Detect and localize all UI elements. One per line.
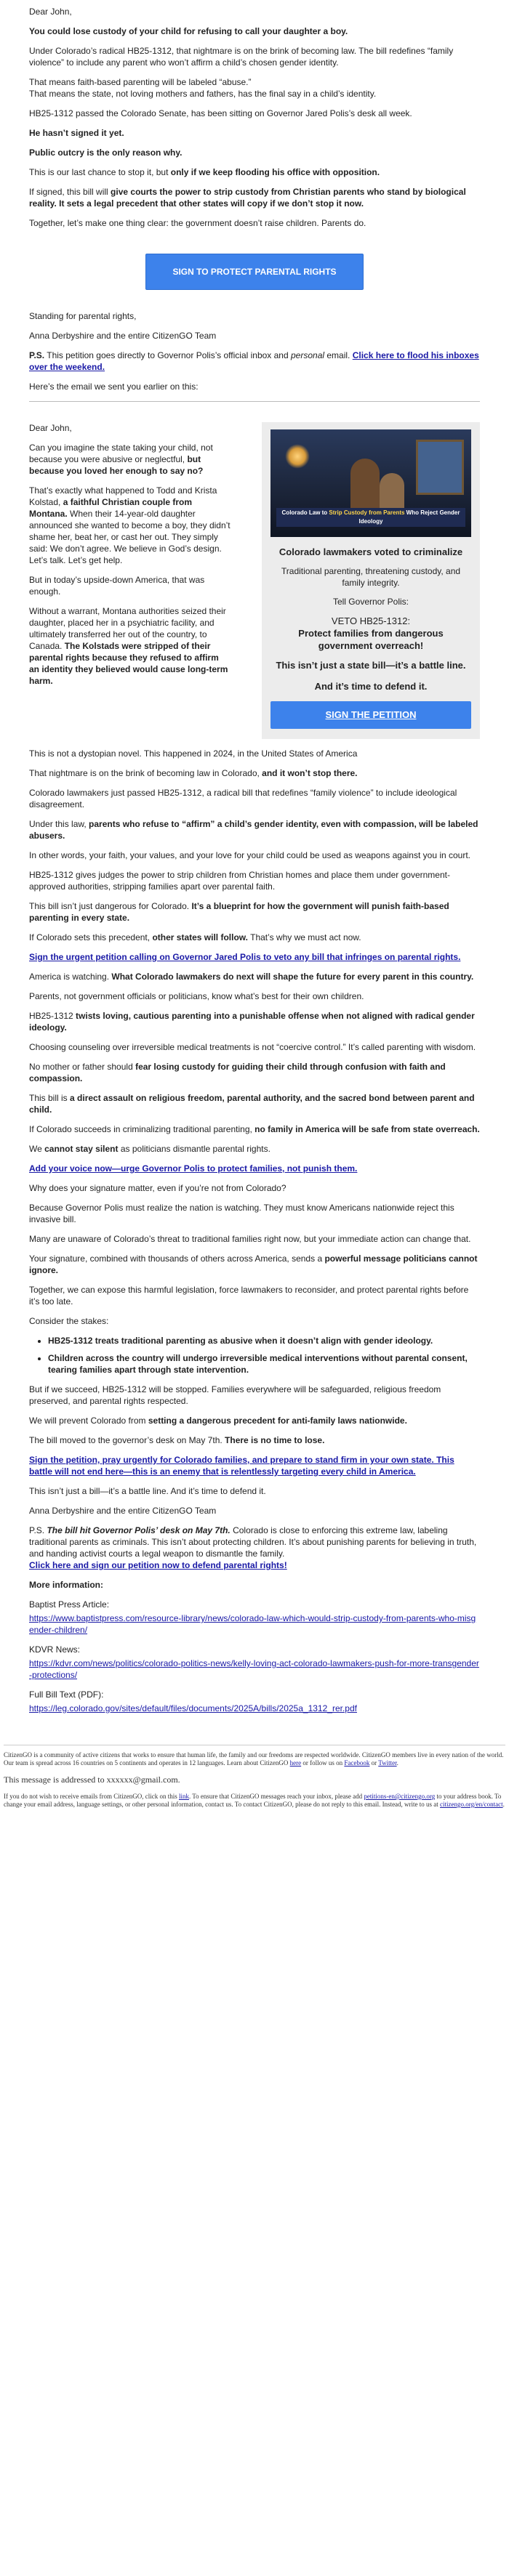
paragraph: America is watching. What Colorado lawmakers do next will shape the future for every parent in this country. (29, 972, 474, 982)
box-tell: Tell Governor Polis: (332, 597, 409, 607)
list-item: • Children across the country will undergo irreversible medical interventions without parental consent, tearing families apart through state intervention. (48, 1352, 480, 1376)
ps-paragraph: P.S. The bill hit Governor Polis’ desk on May 7th. Colorado is close to enforcing this extreme law, labeling traditional parents as criminals. This isn’t about protecting children. It’s about punishing parents for believing in truth, and handing activist courts a legal weapon to dismantle the family. Click here and sign our petition now to defend parental rights! (29, 1525, 477, 1570)
divider (29, 401, 480, 402)
paragraph: Under Colorado’s radical HB25-1312, that nightmare is on the brink of becoming law. The bill redefines “family violence” to include any parent who won’t affirm a child’s chosen gender identity. (29, 46, 454, 68)
paragraph: We will prevent Colorado from setting a dangerous precedent for anti-family laws nationwide. (29, 1416, 407, 1426)
kdvr-news-link[interactable]: https://kdvr.com/news/politics/colorado-politics-news/kelly-loving-act-colorado-lawmakers-push-for-more-transgender-protections/ (29, 1658, 479, 1680)
paragraph: That nightmare is on the brink of becoming law in Colorado, and it won’t stop there. (29, 768, 358, 778)
paragraph: But in today’s upside-down America, that was enough. (29, 575, 205, 597)
lamp-graphic (285, 444, 310, 469)
paragraph: If signed, this bill will give courts the power to strip custody from Christian parents who stand by biological reality. It sets a legal precedent that other states will copy if we don’t stop it now. (29, 187, 466, 209)
paragraph: Your signature, combined with thousands of others across America, sends a powerful message politicians cannot ignore. (29, 1253, 478, 1275)
headline: You could lose custody of your child for refusing to call your daughter a boy. (29, 26, 348, 36)
unsubscribe-link[interactable]: link (178, 1793, 189, 1800)
recipient-address: This message is addressed to xxxxxx@gmail.com. (4, 1774, 180, 1785)
signature: Anna Derbyshire and the entire CitizenGO Team (29, 331, 217, 341)
box-text: Traditional parenting, threatening custody, and family integrity. (281, 566, 461, 588)
paragraph: He hasn’t signed it yet. (29, 128, 124, 138)
paragraph: Parents, not government officials or politicians, know what’s best for their own children. (29, 991, 364, 1001)
left-column (29, 422, 231, 739)
email-body (29, 0, 480, 1714)
paragraph: Public outcry is the only reason why. (29, 148, 183, 158)
protect-parental-rights-button[interactable]: SIGN TO PROTECT PARENTAL RIGHTS (145, 254, 363, 290)
paragraph: In other words, your faith, your values, and your love for your child could be used as weapons against you in court. (29, 850, 471, 860)
ps-paragraph: P.S. This petition goes directly to Governor Polis’s official inbox and personal email. Click here to flood his inboxes over the weekend. (29, 350, 479, 372)
window-graphic (416, 440, 464, 495)
paragraph: No mother or father should fear losing custody for guiding their child through confusion with faith and compassion. (29, 1062, 446, 1083)
paragraph: This is not a dystopian novel. This happened in 2024, in the United States of America (29, 748, 358, 759)
box-defend: And it’s time to defend it. (314, 681, 428, 692)
petition-box (262, 422, 480, 739)
list-item: • HB25-1312 treats traditional parenting as abusive when it doesn’t align with gender ideology. (48, 1335, 480, 1346)
paragraph: That’s exactly what happened to Todd and Krista Kolstad, a faithful Christian couple from Montana. When their 14-year-old daughter announced she wanted to become a boy, they didn’t shame her, beat her, or cast her out. They simply said: We don’t agree. We believe in God’s design. Let’s talk. Let’s get help. (29, 485, 231, 565)
greeting: Dear John, (29, 7, 72, 17)
paragraph: If Colorado sets this precedent, other states will follow. That’s why we must act now. (29, 932, 361, 942)
paragraph: Together, let’s make one thing clear: the government doesn’t raise children. Parents do. (29, 218, 366, 228)
facebook-link[interactable]: Facebook (344, 1759, 370, 1767)
paragraph (29, 951, 480, 963)
paragraph (29, 1163, 480, 1174)
unsubscribe-text: If you do not wish to receive emails from CitizenGO, click on this link. To ensure that CitizenGO messages reach your inbox, please add petitions-en@citizengo.org to your address book. To change your email address, language settings, or other personal information, contact us. To contact CitizenGO, please do not reply to this email. Instead, write to us at citizengo.org/en/contact. (4, 1793, 505, 1808)
paragraph: Choosing counseling over irreversible medical treatments is not “coercive control.” It’s called parenting with wisdom. (29, 1042, 476, 1052)
source-label: Baptist Press Article: (29, 1599, 110, 1610)
defend-rights-link[interactable]: Click here and sign our petition now to defend parental rights! (29, 1560, 287, 1570)
add-voice-link[interactable]: Add your voice now—urge Governor Polis to protect families, not punish them. (29, 1163, 358, 1174)
source-label: Full Bill Text (PDF): (29, 1689, 104, 1700)
paragraph: This is our last chance to stop it, but only if we keep flooding his office with opposition. (29, 167, 380, 177)
petitions-email-link[interactable]: petitions-en@citizengo.org (364, 1793, 436, 1800)
baptist-press-link[interactable]: https://www.baptistpress.com/resource-library/news/colorado-law-which-would-strip-custody-from-parents-who-misgender-children/ (29, 1613, 476, 1635)
paragraph: This isn’t just a bill—it’s a battle line. And it’s time to defend it. (29, 1486, 266, 1496)
box-title: Colorado lawmakers voted to criminalize (278, 546, 463, 557)
about-here-link[interactable]: here (289, 1759, 302, 1767)
box-veto: VETO HB25-1312: Protect families from dangerous government overreach! (298, 615, 444, 651)
bill-text-link[interactable]: https://leg.colorado.gov/sites/default/files/documents/2025A/bills/2025a_1312_rer.pdf (29, 1703, 357, 1713)
flood-inbox-link[interactable]: Click here to flood his inboxes over the weekend. (29, 350, 479, 372)
paragraph: Can you imagine the state taking your child, not because you were abusive or neglectful, but because you loved her enough to say no? (29, 443, 213, 476)
contact-link[interactable]: citizengo.org/en/contact (440, 1801, 503, 1808)
closing: Standing for parental rights, (29, 311, 137, 321)
paragraph: Because Governor Polis must realize the nation is watching. They must know Americans nationwide reject this invasive bill. (29, 1203, 454, 1224)
veto-petition-link[interactable]: Sign the urgent petition calling on Governor Jared Polis to veto any bill that infringes on parental rights. (29, 952, 461, 962)
paragraph: This bill is a direct assault on religious freedom, parental authority, and the sacred bond between parent and child. (29, 1093, 475, 1115)
paragraph: Without a warrant, Montana authorities seized their daughter, placed her in a psychiatric facility, and ultimately transferred her out of the country, to Canada. The Kolstads were stripped of their parental rights because they refused to affirm an identity they believed would cause long-term harm. (29, 606, 228, 686)
sign-petition-button[interactable]: SIGN THE PETITION (270, 701, 471, 729)
paragraph: We cannot stay silent as politicians dismantle parental rights. (29, 1144, 270, 1154)
hero-caption: Colorado Law to Strip Custody from Parents Who Reject Gender Ideology (276, 508, 465, 527)
paragraph: If Colorado succeeds in criminalizing traditional parenting, no family in America will be safe from state overreach. (29, 1124, 480, 1134)
hero-image[interactable] (270, 429, 471, 537)
more-info-heading: More information: (29, 1580, 103, 1590)
paragraph: Colorado lawmakers just passed HB25-1312, a radical bill that redefines “family violence” to include ideological disagreement. (29, 788, 457, 809)
earlier-email-intro: Here’s the email we sent you earlier on this: (29, 381, 199, 392)
two-column-section (29, 422, 480, 739)
source-label: KDVR News: (29, 1644, 81, 1655)
paragraph: Many are unaware of Colorado’s threat to traditional families right now, but your immediate action can change that. (29, 1234, 471, 1244)
sign-pray-link[interactable]: Sign the petition, pray urgently for Colorado families, and prepare to stand firm in your own state. This battle will not end here—this is an enemy that is relentlessly targeting every child in America. (29, 1455, 454, 1477)
paragraph (29, 1454, 480, 1477)
paragraph: HB25-1312 passed the Colorado Senate, has been sitting on Governor Jared Polis’s desk all week. (29, 108, 412, 118)
paragraph: Consider the stakes: (29, 1316, 109, 1326)
greeting: Dear John, (29, 423, 72, 433)
paragraph: HB25-1312 gives judges the power to strip children from Christian homes and place them under government-approved authorities, stripping families apart over parental faith. (29, 870, 450, 892)
paragraph: That means faith-based parenting will be labeled “abuse.” That means the state, not loving mothers and fathers, has the final say in a child’s identity. (29, 77, 377, 99)
paragraph: Why does your signature matter, even if you’re not from Colorado? (29, 1183, 286, 1193)
paragraph: But if we succeed, HB25-1312 will be stopped. Families everywhere will be safeguarded, religious freedom preserved, and parental rights respected. (29, 1384, 441, 1406)
paragraph: The bill moved to the governor’s desk on May 7th. There is no time to lose. (29, 1435, 325, 1445)
cta-wrapper (29, 254, 480, 290)
stakes-list (29, 1335, 480, 1376)
paragraph: HB25-1312 twists loving, cautious parenting into a punishable offense when not aligned with radical gender ideology. (29, 1011, 475, 1033)
signature: Anna Derbyshire and the entire CitizenGO Team (29, 1506, 217, 1516)
paragraph: This bill isn’t just dangerous for Colorado. It’s a blueprint for how the government will punish faith-based parenting in every state. (29, 901, 449, 923)
email-footer (4, 1745, 505, 1809)
paragraph: Together, we can expose this harmful legislation, force lawmakers to reconsider, and protect parental rights before it’s too late. (29, 1285, 469, 1307)
about-text: CitizenGO is a community of active citizens that works to ensure that human life, the family and our freedoms are respected worldwide. CitizenGO members live in every nation of the world. Our team is spread across 16 countries on 5 continents and operates in 12 languages. Learn about CitizenGO here or follow us on Facebook or Twitter. (4, 1751, 504, 1767)
paragraph: Under this law, parents who refuse to “affirm” a child’s gender identity, even with compassion, will be labeled abusers. (29, 819, 478, 841)
twitter-link[interactable]: Twitter (378, 1759, 397, 1767)
box-battle: This isn’t just a state bill—it’s a battle line. (276, 660, 466, 671)
